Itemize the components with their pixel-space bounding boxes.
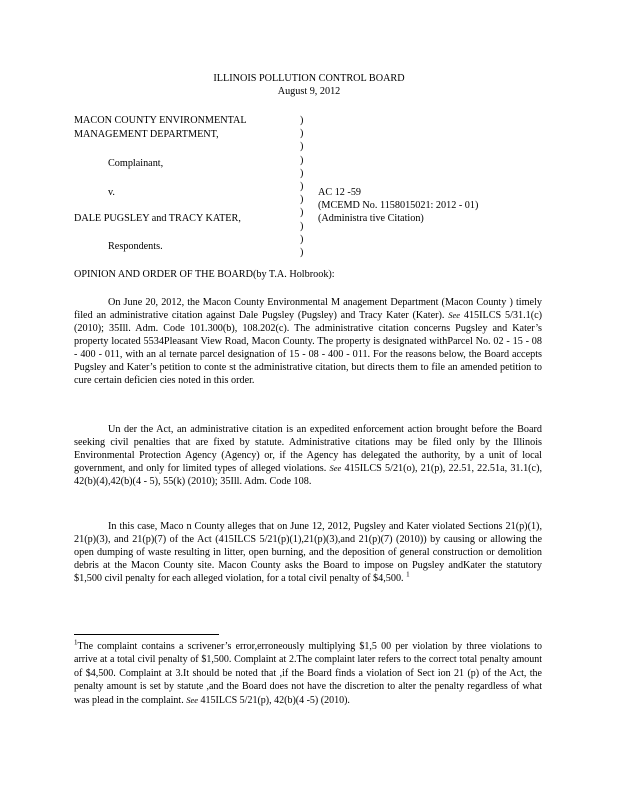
footnote-reference: 1 (406, 570, 410, 579)
footnote-text-b: 415ILCS 5/21(p), 42(b)(4 -5) (2010). (200, 694, 350, 706)
paragraph-3-text: In this case, Maco n County alleges that on June 12, 2012, Pugsley and Kater violated Sections 21(p)(1), 21(p)(3), and 21(p)(7) of the Act (415ILCS 5/21(p)(1),21(p)(3),and 21(p)(7) (2010)) by causing or allowing the open dumping of waste resulting in litter, open burning, and the deposition of general construction or demolition debris at the Macon County site. Macon County asks the Board to impose on Pugsley andKater the statutory $1,500 civil penalty for each alleged violation, for a total civil penalty of $4,500. (74, 521, 542, 584)
document-date: August 9, 2012 (277, 86, 341, 97)
complainant-name-line1: MACON COUNTY ENVIRONMENTAL (74, 115, 247, 126)
opinion-heading: OPINION AND ORDER OF THE BOARD(by T.A. Holbrook): (74, 269, 335, 280)
case-type: (Administra tive Citation) (318, 213, 424, 224)
footnote-1 (74, 640, 542, 707)
paragraph-2-see: See (329, 463, 342, 473)
complainant-name-line2: MANAGEMENT DEPARTMENT, (74, 129, 219, 140)
footnote-divider (74, 634, 219, 635)
footnote-marker: 1 (74, 638, 78, 647)
paragraph-1-text-b: 415ILCS 5/31.1(c) (2010); 35Ill. Adm. Code 101.300(b), 108.202(c). The administrative citation concerns Pugsley and Kater’s property located 5534Pleasant View Road, Macon County. The property is designated withParcel No. 02 - 15 - 08 - 400 - 011, with an al ternate parcel designation of 15 - 08 - 400 - 011. For the reasons below, the Board accepts Pugsley and Kater’s petition to conte st the administrative citation, but directs them to file an amended petition to cure certain deficien cies noted in this order. (74, 310, 543, 386)
respondent-names: DALE PUGSLEY and TRACY KATER, (74, 213, 241, 224)
complainant-label: Complainant, (108, 158, 164, 169)
paragraph-1 (74, 296, 542, 387)
paragraph-2 (74, 423, 542, 488)
case-reference: (MCEMD No. 1158015021: 2012 - 01) (318, 200, 479, 211)
versus-label: v. (108, 187, 115, 198)
paragraph-1-text-a: On June 20, 2012, the Macon County Environmental M anagement Department (Macon County ) timely filed an administrative citation against Dale Pugsley (Pugsley) and Tracy Kater (Kater). (74, 297, 542, 321)
paragraph-3 (74, 520, 542, 585)
paragraph-1-see: See (448, 310, 461, 320)
respondents-label: Respondents. (108, 241, 163, 252)
case-number: AC 12 -59 (318, 187, 362, 198)
paragraph-2-text-a: Un der the Act, an administrative citation is an expedited enforcement action brought before the Board seeking civil penalties that are fixed by statute. Administrative citations may be filed only by the Illinois Environmental Protection Agency (Agency) or, if the Agency has delegated the authority, by a unit of local government, and only for limited types of alleged violations. (74, 424, 542, 474)
footnote-text-a: The complaint contains a scrivener’s error,erroneously multiplying $1,5 00 per violation by three violations to arrive at a total civil penalty of $1,500. Complaint at 2.The complaint later refers to the correct total penalty amount of $4,500. Complaint at 3.It should be noted that ,if the Board finds a violation of Sect ion 21 (p) of the Act, the penalty amount is set by statute ,and the Board does not have the discretion to alter the penalty regardless of what was plead in the complaint. (74, 641, 542, 706)
paragraph-2-text-b: 415ILCS 5/21(o), 21(p), 22.51, 22.51a, 31.1(c), 42(b)(4),42(b)(4 - 5), 55(k) (2010); 35Ill. Adm. Code 108. (74, 463, 543, 487)
caption-parentheses: ) ) ) ) ) ) ) ) ) ) ) (300, 115, 304, 259)
agency-title: ILLINOIS POLLUTION CONTROL BOARD (213, 73, 405, 84)
footnote-see: See (186, 694, 198, 705)
